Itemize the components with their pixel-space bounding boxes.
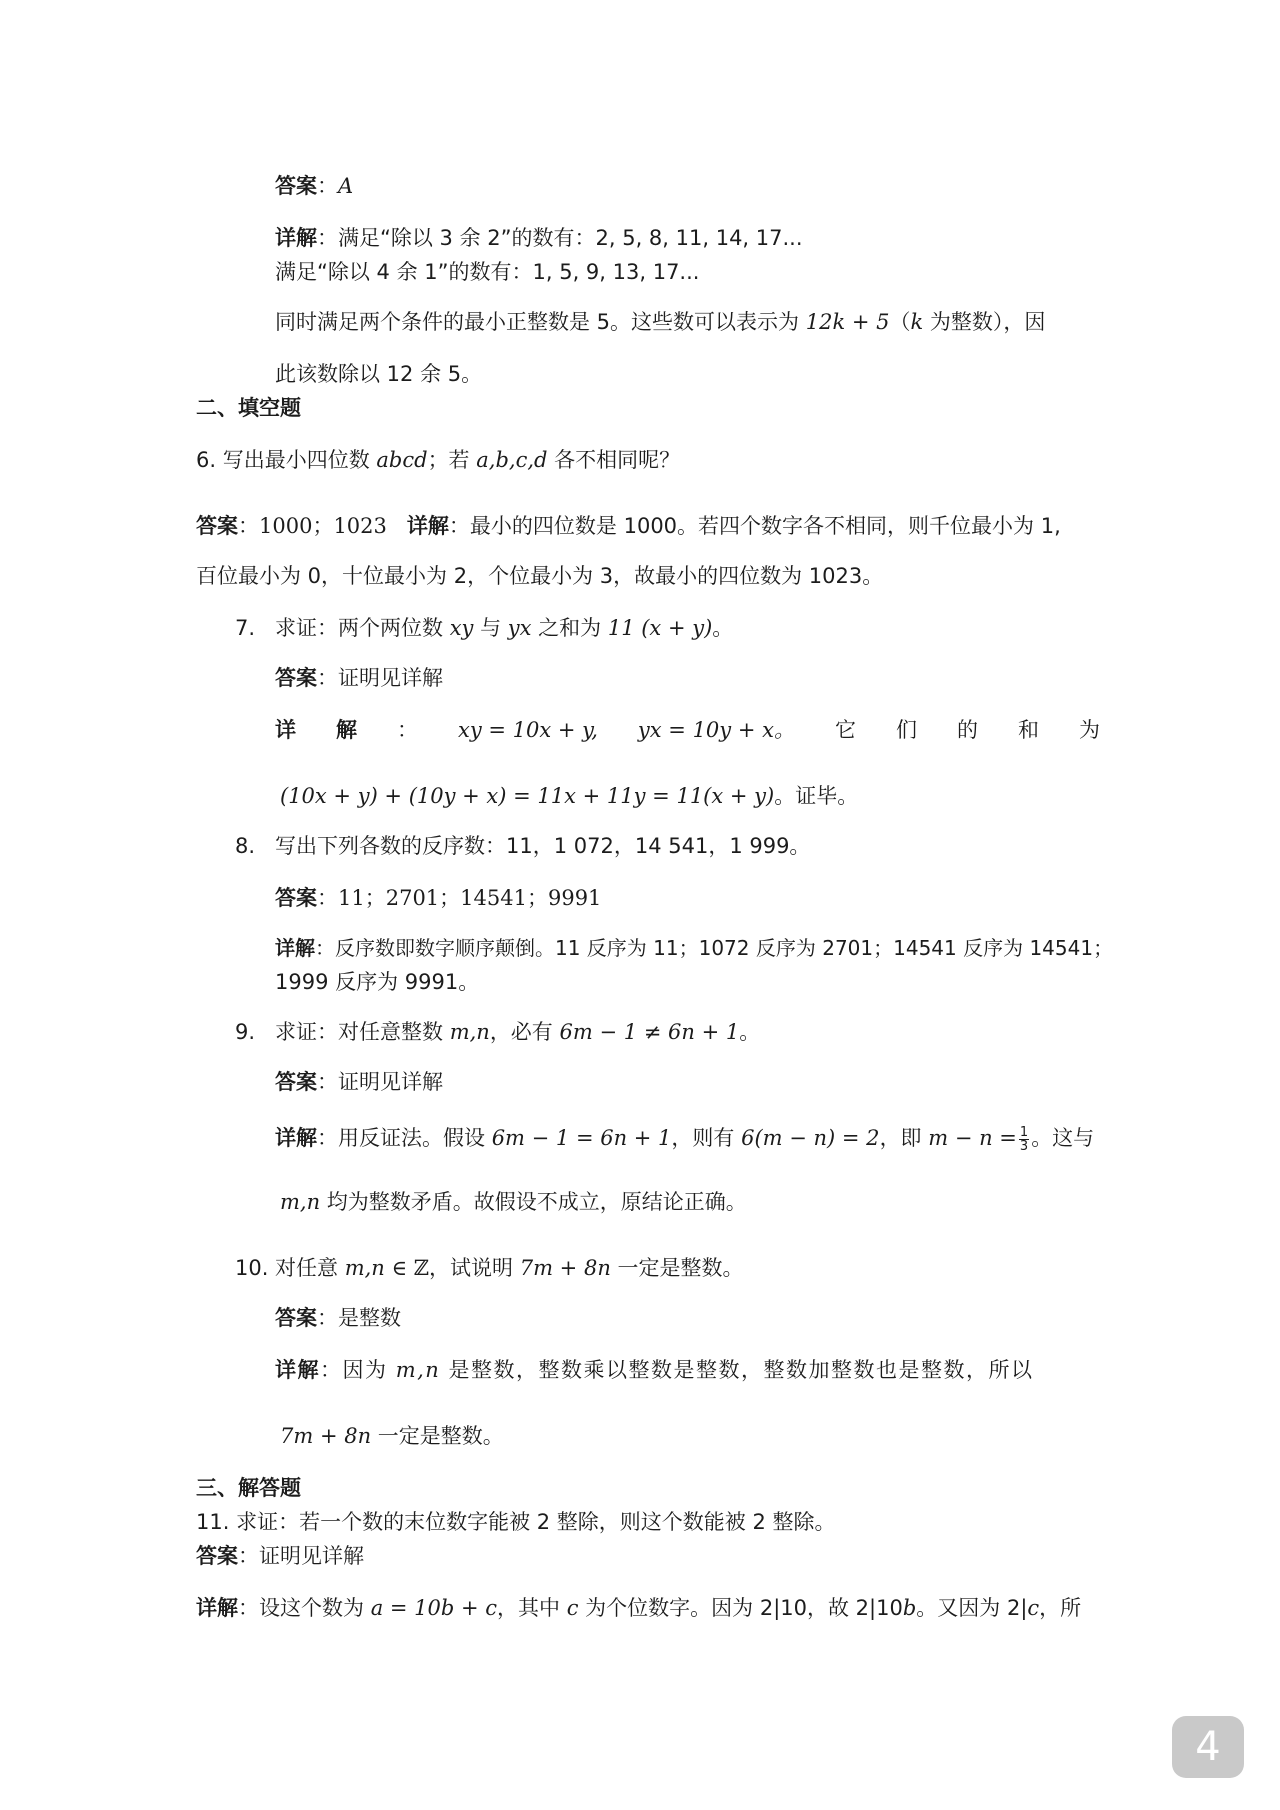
q11-question: 11. 求证：若一个数的末位数字能被 2 整除，则这个数能被 2 整除。	[196, 1510, 836, 1534]
q9-answer-line: 答案：证明见详解	[275, 1070, 443, 1094]
answer-label: 答案	[196, 514, 238, 538]
answer-label: 答案	[275, 1306, 317, 1330]
q7-detail-line-1: 详 解 ： xy = 10x + y, yx = 10y + x。 它 们 的 和 为	[275, 718, 1100, 742]
q10-question: 对任意 m,n ∈ ℤ，试说明 7m + 8n 一定是整数。	[275, 1256, 744, 1280]
q6-question: 6. 写出最小四位数 abcd；若 a,b,c,d 各不相同呢？	[196, 448, 681, 472]
q8-question: 写出下列各数的反序数：11，1 072，14 541，1 999。	[275, 834, 811, 858]
q9-question: 求证：对任意整数 m,n，必有 6m − 1 ≠ 6n + 1。	[275, 1020, 761, 1044]
answer-label: 答案	[275, 174, 317, 198]
q6-answer-detail-line-1: 答案：1000；1023 详解：最小的四位数是 1000。若四个数字各不相同，则千位最小为 1,	[196, 514, 1061, 538]
q5-detail-line-2: 满足“除以 4 余 1”的数有：1, 5, 9, 13, 17...	[275, 260, 700, 284]
q9-detail-line-1: 详解：用反证法。假设 6m − 1 = 6n + 1，则有 6(m − n) = 2，即 m − n = $\frac{1}{3}$ 。这与	[275, 1124, 1095, 1154]
answer-label: 答案	[275, 1070, 317, 1094]
answer-label: 答案	[275, 886, 317, 910]
q8-detail-line-1: 详解：反序数即数字顺序颠倒。11 反序为 11；1072 反序为 2701；14541 反序为 14541；	[275, 936, 1114, 960]
page-number-badge: 4	[1172, 1716, 1244, 1778]
q10-detail-line-1: 详解：因为 m,n 是整数，整数乘以整数是整数，整数加整数也是整数，所以	[275, 1358, 1034, 1382]
section-2-title: 二、填空题	[196, 396, 301, 420]
section-3-title: 三、解答题	[196, 1476, 301, 1500]
q6-detail-line-2: 百位最小为 0，十位最小为 2，个位最小为 3，故最小的四位数为 1023。	[196, 564, 884, 588]
q10-number: 10.	[235, 1256, 269, 1280]
q8-answer-line: 答案：11；2701；14541；9991	[275, 886, 602, 910]
q5-detail-line-3: 同时满足两个条件的最小正整数是 5。这些数可以表示为 12k + 5（k 为整数），因	[275, 310, 1046, 334]
q11-detail-line-1: 详解：设这个数为 a = 10b + c，其中 c 为个位数字。因为 2|10，故 2|10b。又因为 2|c，所	[196, 1596, 1082, 1620]
q5-answer-line: 答案：A	[275, 174, 354, 198]
q11-answer-line: 答案：证明见详解	[196, 1544, 364, 1568]
q7-answer-line: 答案：证明见详解	[275, 666, 443, 690]
q6-answer-value: 1000；1023	[259, 514, 387, 538]
detail-label: 详解	[275, 226, 317, 250]
q8-number: 8.	[235, 834, 256, 858]
detail-label: 详解	[406, 514, 449, 538]
q9-number: 9.	[235, 1020, 256, 1044]
answer-label: 答案	[275, 666, 317, 690]
detail-label: 详解	[275, 1358, 320, 1382]
q10-detail-line-2: 7m + 8n 一定是整数。	[280, 1424, 504, 1448]
q5-answer-value: A	[338, 174, 354, 198]
q7-number: 7.	[235, 616, 256, 640]
q5-detail-line-1: 详解：满足“除以 3 余 2”的数有：2, 5, 8, 11, 14, 17...	[275, 226, 803, 250]
q5-detail-line-4: 此该数除以 12 余 5。	[275, 362, 483, 386]
detail-label: 详解	[196, 1596, 238, 1620]
detail-label: 详解	[275, 936, 315, 960]
one-third-fraction: $\frac{1}{3}$	[1019, 1124, 1029, 1154]
q7-question: 求证：两个两位数 xy 与 yx 之和为 11 (x + y)。	[275, 616, 734, 640]
answer-label: 答案	[196, 1544, 238, 1568]
detail-label: 详解	[275, 1126, 317, 1150]
q7-detail-line-2: (10x + y) + (10y + x) = 11x + 11y = 11(x + y)。证毕。	[280, 784, 859, 808]
q8-detail-line-2: 1999 反序为 9991。	[275, 970, 480, 994]
q9-detail-line-2: m,n 均为整数矛盾。故假设不成立，原结论正确。	[280, 1190, 747, 1214]
q10-answer-line: 答案：是整数	[275, 1306, 401, 1330]
